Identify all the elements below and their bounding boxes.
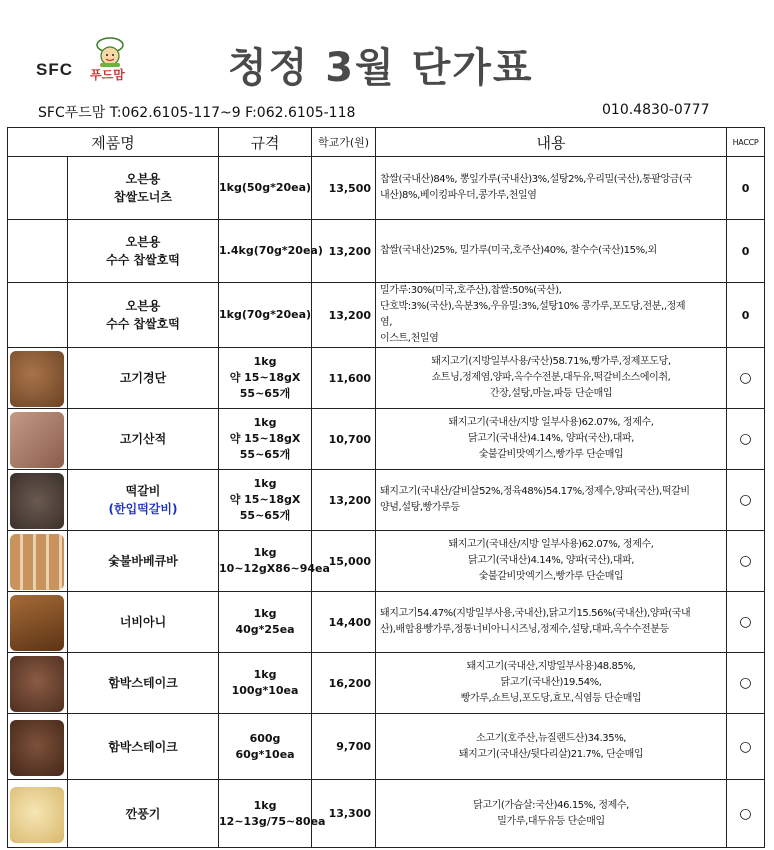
school-price: 11,600 (312, 348, 376, 409)
ingredient-line: 돼지고기(지방일부사용/국산)58.71%,빵가루,정제포도당, (431, 356, 671, 367)
product-photo (10, 720, 64, 776)
ingredient-line: 찹쌀(국내산)84%, 뽕잎가루(국내산)3%,설탕2%,우리밀(국산),통팥앙금(국 (380, 174, 692, 185)
product-image-cell (8, 157, 68, 220)
school-price: 13,200 (312, 470, 376, 531)
table-row (8, 470, 765, 531)
spec-line: 100g*10ea (231, 684, 299, 697)
product-spec (219, 220, 323, 283)
ingredient-line: 닭고기(국내산)4.14%, 양파(국산),대파, (468, 433, 635, 444)
ingredient-line: 돼지고기(국내산/지방 일부사용)62.07%, 정제수, (448, 539, 654, 550)
ingredient-line: 닭고기(가슴살:국산)46.15%, 정제수, (473, 799, 629, 811)
ingredient-line: 찹쌀(국내산)25%, 밀가루(미국,호주산)40%, 찰수수(국산)15%,외 (380, 245, 657, 256)
product-image-cell (8, 220, 68, 283)
product-spec (219, 780, 326, 848)
spec-line: 약 15~18gX (229, 432, 301, 446)
product-name-line2: 수수 찹쌀호떡 (106, 317, 180, 331)
ingredients (376, 283, 727, 348)
product-name (68, 409, 219, 470)
chef-mascot-icon (90, 36, 130, 68)
ingredient-line: 양념,설탕,빵가루등 (380, 502, 460, 513)
table-row (8, 531, 765, 592)
school-price: 13,200 (312, 220, 376, 283)
haccp-mark: 0 (727, 157, 765, 220)
product-name-line1: 고기경단 (119, 371, 167, 385)
product-name-line1: 오븐용 (125, 172, 161, 186)
product-image-cell (8, 470, 68, 531)
product-name-line1: 깐풍기 (125, 806, 161, 821)
ingredient-line: 돼지고기(국내산,지방일부사용)48.85%, (466, 661, 636, 672)
ingredient-line: 밀가루:30%(미국,호주산),찹쌀:50%(국산), (380, 285, 562, 296)
sfc-logo (36, 34, 166, 86)
school-price: 9,700 (312, 714, 376, 780)
product-name-line1: 떡갈비 (125, 484, 161, 498)
mobile-phone: 010.4830-0777 (602, 102, 710, 118)
product-image-cell (8, 592, 68, 653)
product-image-cell (8, 283, 68, 348)
product-name-line2: 수수 찹쌀호떡 (106, 253, 180, 267)
product-image-cell (8, 409, 68, 470)
product-photo (10, 412, 64, 468)
spec-line: 40g*25ea (235, 623, 295, 636)
ingredient-line: 소고기(호주산,뉴질랜드산)34.35%, (475, 732, 627, 744)
school-price: 15,000 (312, 531, 376, 592)
table-header-row (8, 128, 765, 157)
spec-line: 55~65개 (239, 447, 291, 461)
ingredients (376, 592, 727, 653)
product-image-cell (8, 714, 68, 780)
ingredient-line: 닭고기(국내산)19.54%, (500, 677, 602, 688)
product-photo (10, 787, 64, 843)
ingredient-line: 산),배합용빵가루,정통너비아니시즈닝,정제수,설탕,대파,옥수수전분등 (380, 624, 669, 635)
product-image-cell (8, 531, 68, 592)
haccp-mark: ○ (727, 780, 765, 848)
product-name (68, 714, 219, 780)
ingredient-line: 이스트,천일염 (380, 333, 439, 344)
haccp-mark: ○ (727, 653, 765, 714)
ingredient-line: 쇼트닝,정제염,양파,옥수수전분,대두유,떡갈비소스에이취, (431, 372, 671, 383)
ingredient-line: 돼지고기(국내산/지방 일부사용)62.07%, 정제수, (448, 417, 654, 428)
product-name (68, 531, 219, 592)
table-row (8, 653, 765, 714)
product-spec (219, 409, 312, 470)
spec-line: 60g*10ea (235, 747, 295, 761)
spec-line: 55~65개 (239, 386, 291, 400)
table-row (8, 592, 765, 653)
ingredients (376, 348, 727, 409)
product-photo (10, 534, 64, 590)
logo-text: SFC (36, 60, 73, 79)
haccp-mark: ○ (727, 531, 765, 592)
ingredients (376, 470, 727, 531)
product-spec (219, 653, 312, 714)
header (0, 0, 774, 96)
product-image-cell (8, 780, 68, 848)
school-price: 13,300 (312, 780, 376, 848)
product-name (68, 283, 219, 348)
product-spec (219, 157, 312, 220)
ingredient-line: 닭고기(국내산)4.14%, 양파(국산),대파, (468, 555, 635, 566)
product-name-line2: 찹쌀도너츠 (114, 190, 172, 204)
column-header-spec: 규격 (219, 128, 312, 157)
haccp-mark: ○ (727, 714, 765, 780)
product-name (68, 592, 219, 653)
product-name (68, 157, 219, 220)
spec-line: 600g (249, 731, 281, 745)
school-price: 13,500 (312, 157, 376, 220)
product-spec (219, 348, 312, 409)
table-row (8, 714, 765, 780)
product-photo (10, 351, 64, 407)
school-price: 13,200 (312, 283, 376, 348)
school-price: 10,700 (312, 409, 376, 470)
spec-line: 1kg (253, 355, 277, 369)
ingredient-line: 염, (380, 317, 393, 328)
spec-line: 55~65개 (239, 508, 291, 522)
spec-line: 1kg(50g*20ea) (219, 181, 312, 195)
haccp-mark: 0 (727, 220, 765, 283)
school-price: 16,200 (312, 653, 376, 714)
product-name (68, 470, 219, 531)
ingredient-line: 밀가루,대두유등 단순매입 (497, 815, 605, 827)
ingredients (376, 157, 727, 220)
product-spec (219, 283, 312, 348)
spec-line: 10~12gX86~94ea (219, 562, 330, 575)
column-header-content: 내용 (376, 128, 727, 157)
logo-subtext: 푸드맘 (90, 68, 125, 82)
ingredient-line: 돼지고기(국내산/뒷다리살)21.7%, 단순매입 (458, 748, 644, 760)
ingredient-line: 내산)8%,베이킹파우더,콩가루,천일염 (380, 190, 537, 201)
product-name (68, 653, 219, 714)
product-spec (219, 470, 312, 531)
spec-line: 1kg (253, 607, 277, 621)
ingredient-line: 단호박:3%(국산),옥분3%,우유밀:3%,설탕10% 콩가루,포도당,전분,,정제 (380, 301, 686, 312)
spec-line: 12~13g/75~80ea (219, 814, 326, 828)
spec-line: 1kg (253, 416, 277, 430)
ingredients (376, 531, 727, 592)
spec-line: 약 15~18gX (229, 493, 301, 507)
table-row (8, 157, 765, 220)
haccp-mark: ○ (727, 348, 765, 409)
page-title: 청정 3월 단가표 (228, 45, 534, 91)
spec-line: 1kg (253, 546, 277, 560)
spec-line: 1kg(70g*20ea) (219, 308, 312, 322)
price-table (7, 127, 765, 848)
ingredients (376, 409, 727, 470)
ingredient-line: 빵가루,쇼트닝,포도당,효모,식염등 단순매입 (460, 693, 642, 704)
table-row (8, 780, 765, 848)
product-photo (10, 595, 64, 651)
product-photo (10, 656, 64, 712)
table-row (8, 283, 765, 348)
ingredient-line: 숯불갈비맛엑기스,빵가루 단순매입 (478, 571, 624, 582)
product-photo (10, 473, 64, 529)
column-header-price: 학교가(원) (312, 128, 376, 157)
product-spec (219, 592, 312, 653)
product-spec (219, 531, 330, 592)
ingredient-line: 숯불갈비맛엑기스,빵가루 단순매입 (478, 449, 624, 460)
product-name-line2: (한입떡갈비) (108, 502, 178, 516)
product-name-line1: 고기산적 (119, 432, 167, 446)
haccp-mark: ○ (727, 409, 765, 470)
school-price: 14,400 (312, 592, 376, 653)
product-name (68, 780, 219, 848)
haccp-mark: 0 (727, 283, 765, 348)
product-spec (219, 714, 312, 780)
spec-line: 1kg (253, 477, 277, 491)
product-name-line1: 오븐용 (125, 299, 161, 313)
spec-line: 약 15~18gX (229, 371, 301, 385)
ingredient-line: 돼지고기54.47%(지방일부사용,국내산),닭고기15.56%(국내산),양파(국내 (380, 608, 691, 619)
ingredients (376, 653, 727, 714)
product-name-line1: 오븐용 (125, 235, 161, 249)
spec-line: 1kg (253, 798, 277, 812)
contact-info: SFC푸드맘 T:062.6105-117~9 F:062.6105-118 (38, 105, 356, 121)
product-image-cell (8, 653, 68, 714)
ingredient-line: 간장,설탕,마늘,파등 단순매입 (489, 388, 613, 399)
spec-line: 1kg (253, 668, 277, 682)
ingredients (376, 780, 727, 848)
column-header-haccp: HACCP (727, 128, 765, 157)
table-row (8, 409, 765, 470)
haccp-mark: ○ (727, 470, 765, 531)
product-name-line1: 함박스테이크 (108, 676, 178, 690)
column-header-name: 제품명 (8, 128, 219, 157)
product-name-line1: 함박스테이크 (108, 739, 178, 754)
product-name (68, 348, 219, 409)
product-name (68, 220, 219, 283)
spec-line: 1.4kg(70g*20ea) (219, 244, 323, 258)
product-name-line1: 숯불바베큐바 (108, 554, 178, 568)
product-name-line1: 너비아니 (119, 615, 167, 629)
ingredients (376, 220, 727, 283)
product-image-cell (8, 348, 68, 409)
table-row (8, 348, 765, 409)
haccp-mark: ○ (727, 592, 765, 653)
ingredient-line: 돼지고기(국내산/갈비살52%,정육48%)54.17%,정제수,양파(국산),떡갈비 (380, 486, 690, 497)
ingredients (376, 714, 727, 780)
table-row (8, 220, 765, 283)
